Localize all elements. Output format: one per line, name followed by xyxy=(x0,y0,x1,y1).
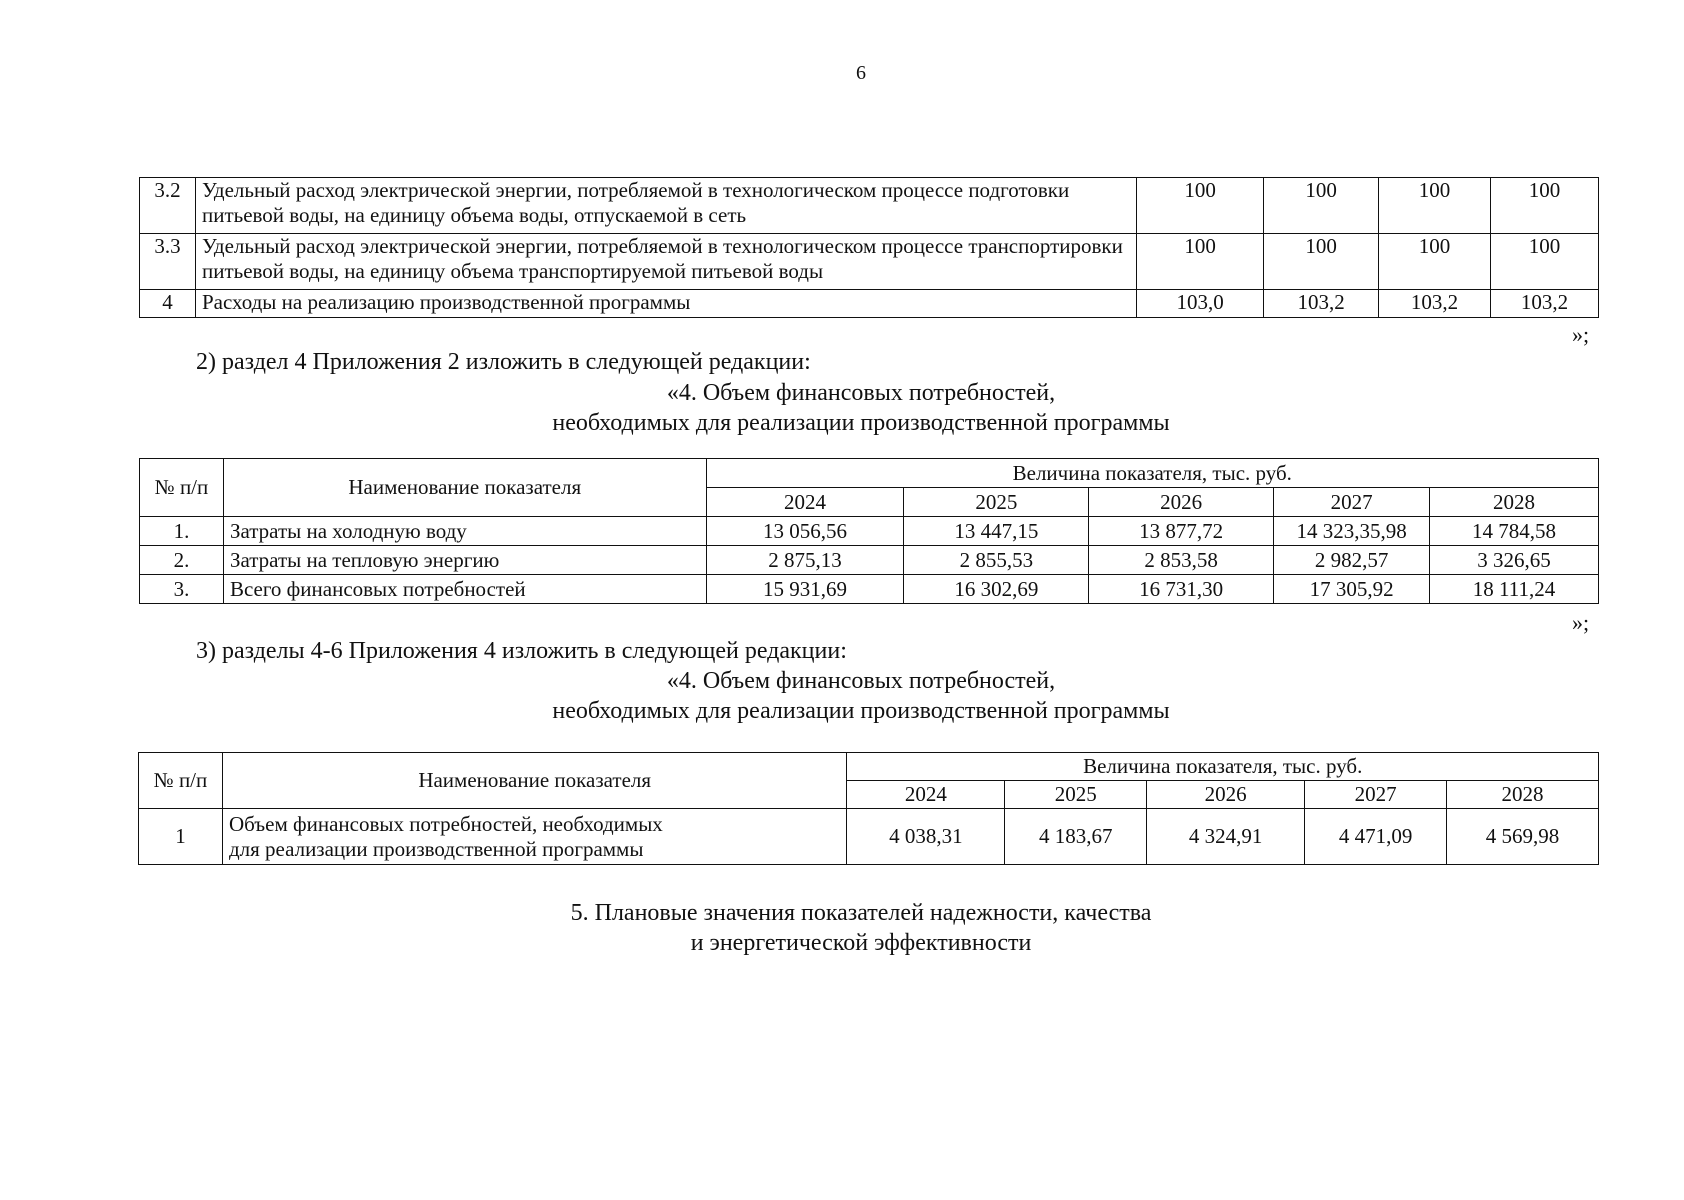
value-cell: 2 853,58 xyxy=(1089,546,1274,575)
page-number: 6 xyxy=(856,62,866,84)
value-cell: 4 324,91 xyxy=(1147,809,1305,865)
section-4-title-line-2: необходимых для реализации производственной программы xyxy=(552,410,1170,436)
row-name: Удельный расход электрической энергии, потребляемой в технологическом процессе транспортировки питьевой воды, на единицу объема транспортируемой питьевой воды xyxy=(195,234,1136,290)
value-cell: 3 326,65 xyxy=(1430,546,1599,575)
table-row xyxy=(140,234,1599,290)
value-cell: 103,0 xyxy=(1137,290,1264,318)
col-number-header: № п/п xyxy=(140,459,224,517)
closing-quote: »; xyxy=(1572,322,1590,347)
financial-volume-table xyxy=(138,752,1599,865)
year-header: 2026 xyxy=(1147,781,1305,809)
row-number: 3.3 xyxy=(140,234,196,290)
value-cell: 4 183,67 xyxy=(1005,809,1147,865)
value-cell: 4 471,09 xyxy=(1305,809,1447,865)
year-header: 2028 xyxy=(1430,488,1599,517)
value-cell: 18 111,24 xyxy=(1430,575,1599,604)
value-cell: 16 302,69 xyxy=(904,575,1089,604)
item-2-intro: 2) раздел 4 Приложения 2 изложить в следующей редакции: xyxy=(196,349,811,375)
section-4-title-line-1: «4. Объем финансовых потребностей, xyxy=(666,380,1056,406)
year-header: 2027 xyxy=(1274,488,1430,517)
row-name: Удельный расход электрической энергии, потребляемой в технологическом процессе подготовки питьевой воды, на единицу объема воды, отпускаемой в сеть xyxy=(195,178,1136,234)
row-name xyxy=(222,809,847,865)
value-cell: 13 447,15 xyxy=(904,517,1089,546)
col-group-header: Величина показателя, тыс. руб. xyxy=(847,753,1599,781)
header-row xyxy=(139,753,1599,781)
section-4-title-line-1: «4. Объем финансовых потребностей, xyxy=(666,668,1056,694)
row-number: 1. xyxy=(140,517,224,546)
value-cell: 14 323,35,98 xyxy=(1274,517,1430,546)
table-row xyxy=(139,809,1599,865)
col-name-header: Наименование показателя xyxy=(222,753,847,809)
year-header: 2025 xyxy=(904,488,1089,517)
section-5-title-line-2: и энергетической эффективности xyxy=(690,930,1032,956)
row-number: 3. xyxy=(140,575,224,604)
year-header: 2027 xyxy=(1305,781,1447,809)
financial-needs-table xyxy=(139,458,1599,604)
year-header: 2026 xyxy=(1089,488,1274,517)
value-cell: 100 xyxy=(1491,234,1599,290)
value-cell: 15 931,69 xyxy=(706,575,904,604)
value-cell: 100 xyxy=(1137,234,1264,290)
value-cell: 103,2 xyxy=(1379,290,1491,318)
row-name: Всего финансовых потребностей xyxy=(223,575,706,604)
value-cell: 13 877,72 xyxy=(1089,517,1274,546)
table-row xyxy=(140,517,1599,546)
value-cell: 4 038,31 xyxy=(847,809,1005,865)
item-3-intro: 3) разделы 4-6 Приложения 4 изложить в следующей редакции: xyxy=(196,638,847,664)
value-cell: 100 xyxy=(1264,178,1379,234)
value-cell: 2 855,53 xyxy=(904,546,1089,575)
row-number: 1 xyxy=(139,809,223,865)
closing-quote: »; xyxy=(1572,610,1590,635)
value-cell: 100 xyxy=(1491,178,1599,234)
value-cell: 2 875,13 xyxy=(706,546,904,575)
row-number: 2. xyxy=(140,546,224,575)
table-row xyxy=(140,178,1599,234)
value-cell: 13 056,56 xyxy=(706,517,904,546)
row-name: Затраты на тепловую энергию xyxy=(223,546,706,575)
value-cell: 103,2 xyxy=(1491,290,1599,318)
year-header: 2024 xyxy=(706,488,904,517)
value-cell: 103,2 xyxy=(1264,290,1379,318)
row-name-line-2: для реализации производственной программы xyxy=(228,836,644,861)
year-header: 2025 xyxy=(1005,781,1147,809)
indicators-table xyxy=(139,177,1599,318)
row-name: Расходы на реализацию производственной программы xyxy=(195,290,1136,318)
table-row xyxy=(140,546,1599,575)
col-name-header: Наименование показателя xyxy=(223,459,706,517)
year-header: 2024 xyxy=(847,781,1005,809)
row-name: Затраты на холодную воду xyxy=(223,517,706,546)
row-name-line-1: Объем финансовых потребностей, необходимых xyxy=(228,811,663,836)
row-number: 3.2 xyxy=(140,178,196,234)
value-cell: 100 xyxy=(1379,178,1491,234)
col-number-header: № п/п xyxy=(139,753,223,809)
year-header: 2028 xyxy=(1447,781,1599,809)
value-cell: 100 xyxy=(1137,178,1264,234)
row-number: 4 xyxy=(140,290,196,318)
header-row xyxy=(140,459,1599,488)
value-cell: 100 xyxy=(1379,234,1491,290)
value-cell: 17 305,92 xyxy=(1274,575,1430,604)
section-4-title-line-2: необходимых для реализации производственной программы xyxy=(552,698,1170,724)
table-row xyxy=(140,290,1599,318)
value-cell: 4 569,98 xyxy=(1447,809,1599,865)
value-cell: 16 731,30 xyxy=(1089,575,1274,604)
value-cell: 100 xyxy=(1264,234,1379,290)
table-row xyxy=(140,575,1599,604)
value-cell: 14 784,58 xyxy=(1430,517,1599,546)
value-cell: 2 982,57 xyxy=(1274,546,1430,575)
col-group-header: Величина показателя, тыс. руб. xyxy=(706,459,1598,488)
section-5-title-line-1: 5. Плановые значения показателей надежности, качества xyxy=(570,900,1152,926)
